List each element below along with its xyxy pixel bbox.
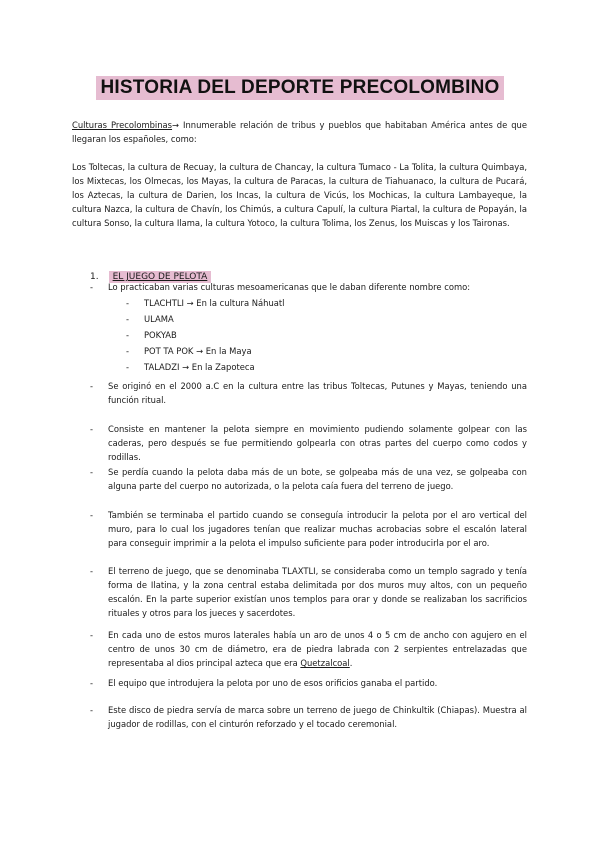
name-text: POT TA POK → En la Maya <box>144 346 252 356</box>
name-text: TALADZI → En la Zapoteca <box>144 362 255 372</box>
list-item <box>90 676 527 690</box>
page-title: HISTORIA DEL DEPORTE PRECOLOMBINO <box>96 76 505 100</box>
names-list <box>126 295 285 375</box>
list-item <box>90 422 527 464</box>
bullet-text-main: En cada uno de estos muros laterales había un aro de unos 4 o 5 cm de ancho con agujero en el centro de unos 30 cm de diámetro, era de piedra labrada con 2 serpientes entrelazadas que representaba al dios principal azteca que era <box>108 630 527 668</box>
bullet-dash: - <box>126 330 130 340</box>
bullet-dash: - <box>126 298 130 308</box>
bullet-dash: - <box>126 314 130 324</box>
bullet-text: Este disco de piedra servía de marca sobre un terreno de juego de Chinkultik (Chiapas). Muestra al jugador de rodillas, con el cinturón reforzado y el tocado ceremonial. <box>108 705 527 729</box>
list-item <box>90 564 527 620</box>
title-container <box>0 76 600 100</box>
section-number: 1. <box>90 272 99 282</box>
intro-text: → Innumerable relación de tribus y pueblos que habitaban América antes de que llegaran los españoles, como: <box>72 120 527 144</box>
list-item <box>90 703 527 731</box>
bullet-dash: - <box>90 705 94 715</box>
bullet-dash: - <box>90 630 94 640</box>
bullet-dash: - <box>126 346 130 356</box>
bullet-text: En cada uno de estos muros laterales había un aro de unos 4 o 5 cm de ancho con agujero en el centro de unos 30 cm de diámetro, era de piedra labrada con 2 serpientes entrelazadas que representaba al dios principal azteca que era Quetzalcoal. <box>108 630 527 668</box>
list-item <box>90 628 527 670</box>
list-item <box>90 465 527 493</box>
bullet-text: Lo practicaban varias culturas mesoamericanas que le daban diferente nombre como: <box>108 282 471 292</box>
section-label: EL JUEGO DE PELOTA <box>109 271 212 283</box>
bullet-text: También se terminaba el partido cuando se conseguía introducir la pelota por el aro vertical del muro, para lo cual los jugadores tenían que realizar muchas acrobacias sobre el escalón lateral para conseguir imprimir a la pelota el impulso suficiente para poder introducirla por el aro. <box>108 510 527 548</box>
list-item <box>126 295 285 311</box>
name-text: ULAMA <box>144 314 174 324</box>
bullet-dash: - <box>90 678 94 688</box>
cultures-paragraph: Los Toltecas, la cultura de Recuay, la cultura de Chancay, la cultura Tumaco - La Tolita, la cultura Quimbaya, los Mixtecas, los Olmecas, los Mayas, la cultura de Paracas, la cultura de Tiahuanaco, la cultura de Pucará, los Aztecas, la cultura de Darien, los Incas, la cultura de Vicús, los Mochicas, la cultura Lambayeque, la cultura Nazca, la cultura de Chavín, los Chimús, a cultura Capulí, la cultura Piartal, la cultura de Popayán, la cultura Sonso, la cultura Ilama, la cultura Yotoco, la cultura Tolima, los Zenus, los Muiscas y los Taironas. <box>72 162 527 228</box>
list-item <box>126 327 285 343</box>
name-text: TLACHTLI → En la cultura Náhuatl <box>144 298 285 308</box>
bullet-text: Se originó en el 2000 a.C en la cultura entre las tribus Toltecas, Putunes y Mayas, teniendo una función ritual. <box>108 381 527 405</box>
list-item <box>90 280 527 294</box>
bullet-dash: - <box>90 566 94 576</box>
list-item <box>126 343 285 359</box>
bullet-text: Consiste en mantener la pelota siempre en movimiento pudiendo solamente golpear con las caderas, pero después se fue permitiendo golpearla con otras partes del cuerpo como codos y rodillas. <box>108 424 527 462</box>
intro-paragraph <box>72 118 527 146</box>
bullet-dash: - <box>90 381 94 391</box>
list-item <box>90 508 527 550</box>
bullet-text: El equipo que introdujera la pelota por uno de esos orificios ganaba el partido. <box>108 678 438 688</box>
bullet-dash: - <box>126 362 130 372</box>
bullet-dash: - <box>90 510 94 520</box>
list-item <box>90 379 527 407</box>
bullet-dash: - <box>90 424 94 434</box>
name-text: POKYAB <box>144 330 177 340</box>
list-item <box>126 311 285 327</box>
bullet-text: El terreno de juego, que se denominaba TLAXTLI, se consideraba como un templo sagrado y tenía forma de Ilatina, y la zona central estaba delimitada por dos muros muy altos, con un pequeño escalón. En la parte superior existían unos templos para orar y donde se realizaban los sacrificios rituales y otros para los jueces y sacerdotes. <box>108 566 527 618</box>
bullet-dash: - <box>90 282 94 292</box>
god-name: Quetzalcoal <box>300 658 350 668</box>
list-item <box>126 359 285 375</box>
bullet-dash: - <box>90 467 94 477</box>
intro-term: Culturas Precolombinas <box>72 120 173 130</box>
bullet-text: Se perdía cuando la pelota daba más de un bote, se golpeaba más de una vez, se golpeaba con alguna parte del cuerpo no autorizada, o la pelota caía fuera del terreno de juego. <box>108 467 527 491</box>
